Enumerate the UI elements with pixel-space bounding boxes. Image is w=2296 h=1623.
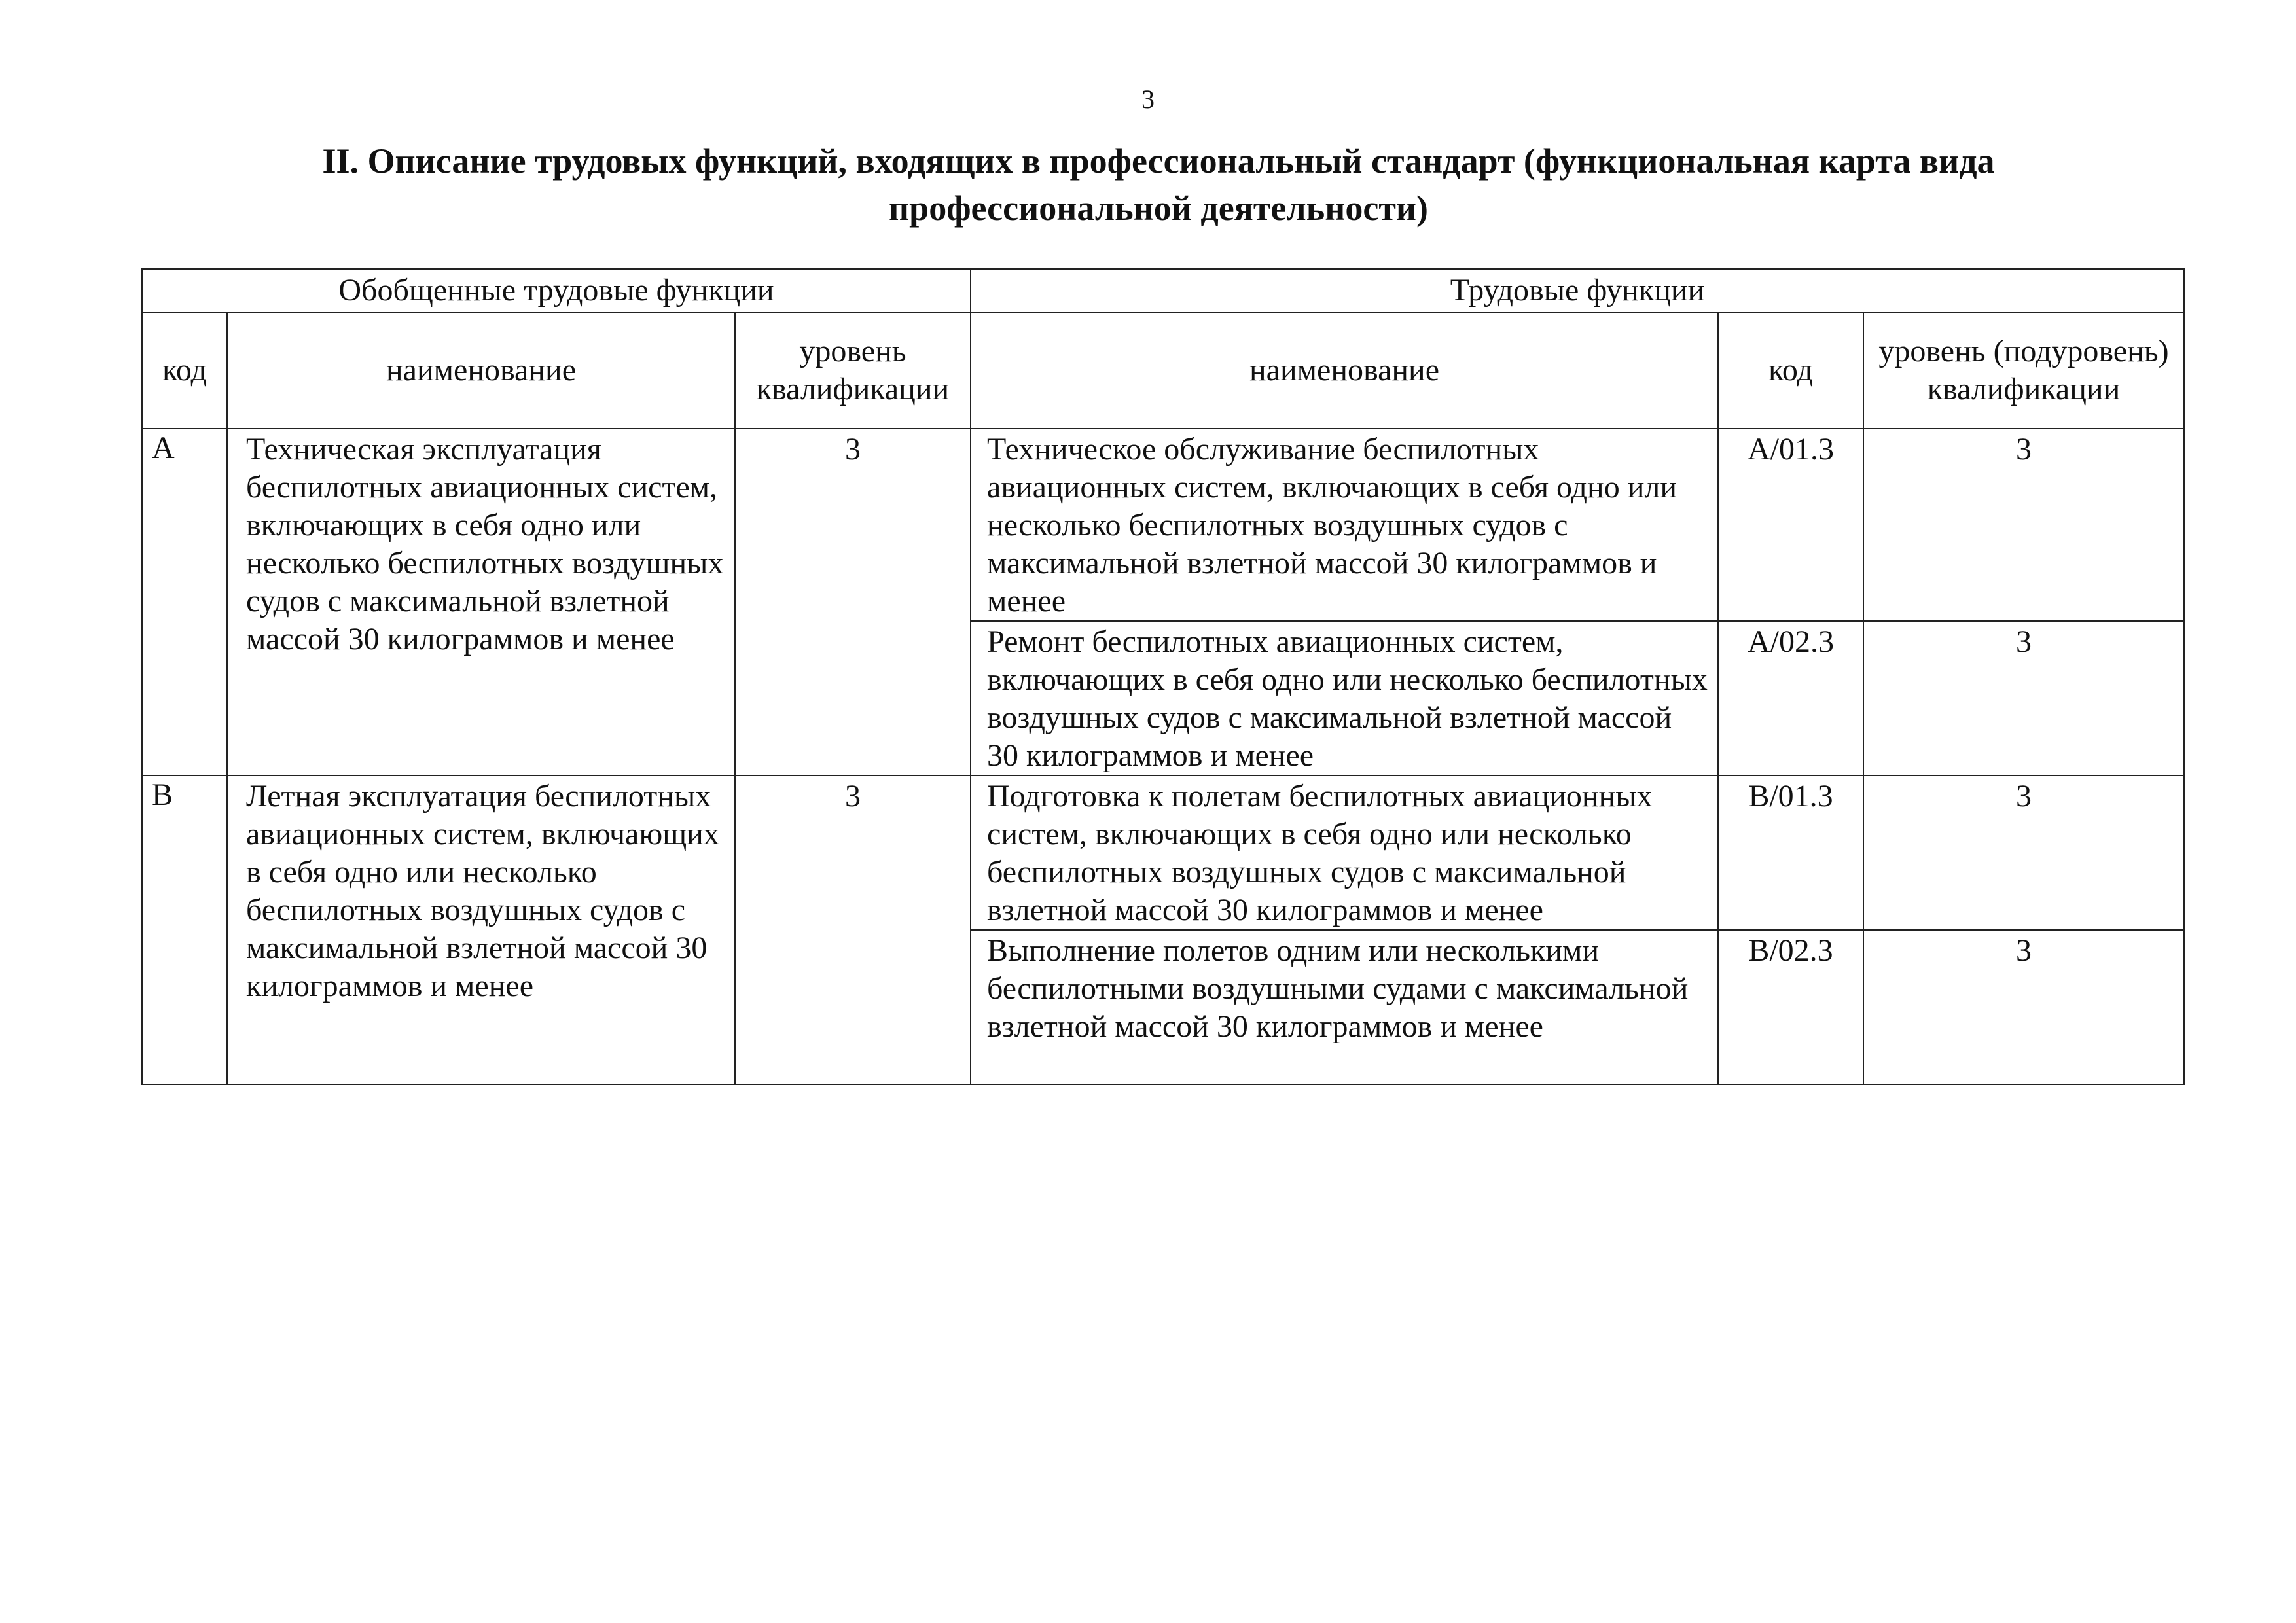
labor-functions-header: Трудовые функции [971, 269, 2184, 312]
tf-name-header: наименование [971, 312, 1718, 429]
otf-code-header: код [142, 312, 227, 429]
tf-name-cell: Выполнение полетов одним или несколькими беспилотными воздушными судами с максимальной взлетной массой 30 килограммов и менее [971, 930, 1718, 1084]
page-number: 3 [1141, 84, 1155, 114]
table-row [142, 429, 2184, 621]
otf-code-cell: B [142, 776, 227, 1084]
otf-name-cell: Летная эксплуатация беспилотных авиационных систем, включающих в себя одно или несколько беспилотных воздушных судов с максимальной взлетной массой 30 килограммов и менее [227, 776, 735, 1084]
table-row [142, 776, 2184, 930]
tf-code-cell: A/01.3 [1718, 429, 1863, 621]
tf-code-header: код [1718, 312, 1863, 429]
tf-name-cell: Ремонт беспилотных авиационных систем, включающих в себя одно или несколько беспилотных воздушных судов с максимальной взлетной массой 30 килограммов и менее [971, 621, 1718, 776]
column-header-row [142, 312, 2184, 429]
tf-code-cell: B/02.3 [1718, 930, 1863, 1084]
group-header-row [142, 269, 2184, 312]
tf-code-cell: A/02.3 [1718, 621, 1863, 776]
otf-code-cell: A [142, 429, 227, 776]
tf-level-header: уровень (подуровень) квалификации [1863, 312, 2184, 429]
functional-map-table [141, 268, 2185, 1085]
section-title: II. Описание трудовых функций, входящих в профессиональный стандарт (функциональная карта вида профессиональной деятельности) [322, 141, 1995, 228]
tf-level-cell: 3 [1863, 930, 2184, 1084]
tf-level-cell: 3 [1863, 621, 2184, 776]
tf-name-cell: Техническое обслуживание беспилотных авиационных систем, включающих в себя одно или несколько беспилотных воздушных судов с максимальной взлетной массой 30 килограммов и менее [971, 429, 1718, 621]
otf-level-header: уровень квалификации [735, 312, 971, 429]
tf-code-cell: B/01.3 [1718, 776, 1863, 930]
otf-level-cell: 3 [735, 776, 971, 1084]
generalized-functions-header: Обобщенные трудовые функции [142, 269, 971, 312]
otf-name-cell: Техническая эксплуатация беспилотных авиационных систем, включающих в себя одно или несколько беспилотных воздушных судов с максимальной взлетной массой 30 килограммов и менее [227, 429, 735, 776]
otf-level-cell: 3 [735, 429, 971, 776]
tf-name-cell: Подготовка к полетам беспилотных авиационных систем, включающих в себя одно или несколько беспилотных воздушных судов с максимальной взлетной массой 30 килограммов и менее [971, 776, 1718, 930]
tf-level-cell: 3 [1863, 776, 2184, 930]
tf-level-cell: 3 [1863, 429, 2184, 621]
otf-name-header: наименование [227, 312, 735, 429]
